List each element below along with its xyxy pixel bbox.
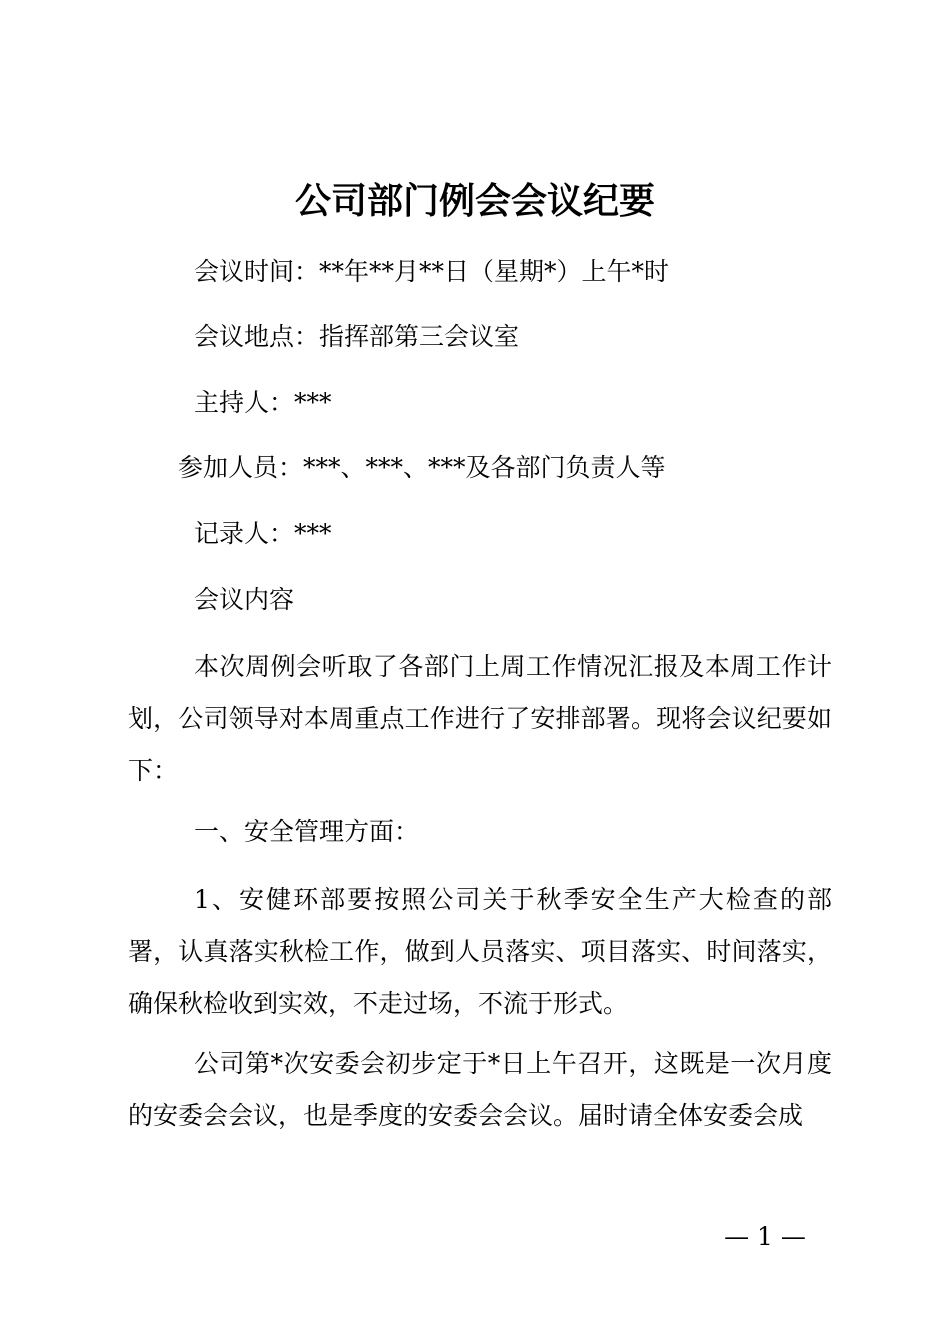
meeting-place: 会议地点：指挥部第三会议室 bbox=[194, 322, 520, 351]
item-2-paragraph: 公司第*次安委会初步定于*日上午召开，这既是一次月度的安委会会议，也是季度的安委会会议。届时请全体安委会成 bbox=[128, 1049, 832, 1130]
document-title: 公司部门例会会议纪要 bbox=[294, 180, 655, 222]
meeting-recorder: 记录人：*** bbox=[194, 519, 332, 548]
meeting-attendees: 参加人员：***、***、***及各部门负责人等 bbox=[178, 453, 666, 482]
item-1-paragraph: 1、安健环部要按照公司关于秋季安全生产大检查的部署，认真落实秋检工作，做到人员落实、项目落实、时间落实，确保秋检收到实效，不走过场，不流于形式。 bbox=[128, 885, 832, 1018]
content-heading: 会议内容 bbox=[194, 585, 295, 614]
meeting-host: 主持人：*** bbox=[194, 388, 332, 417]
section-1-heading: 一、安全管理方面： bbox=[194, 817, 420, 846]
intro-paragraph: 本次周例会听取了各部门上周工作情况汇报及本周工作计划，公司领导对本周重点工作进行了安排部署。现将会议纪要如下： bbox=[128, 652, 832, 785]
page-number: — 1 — bbox=[724, 1222, 806, 1251]
meeting-time: 会议时间：**年**月**日（星期*）上午*时 bbox=[194, 257, 670, 286]
